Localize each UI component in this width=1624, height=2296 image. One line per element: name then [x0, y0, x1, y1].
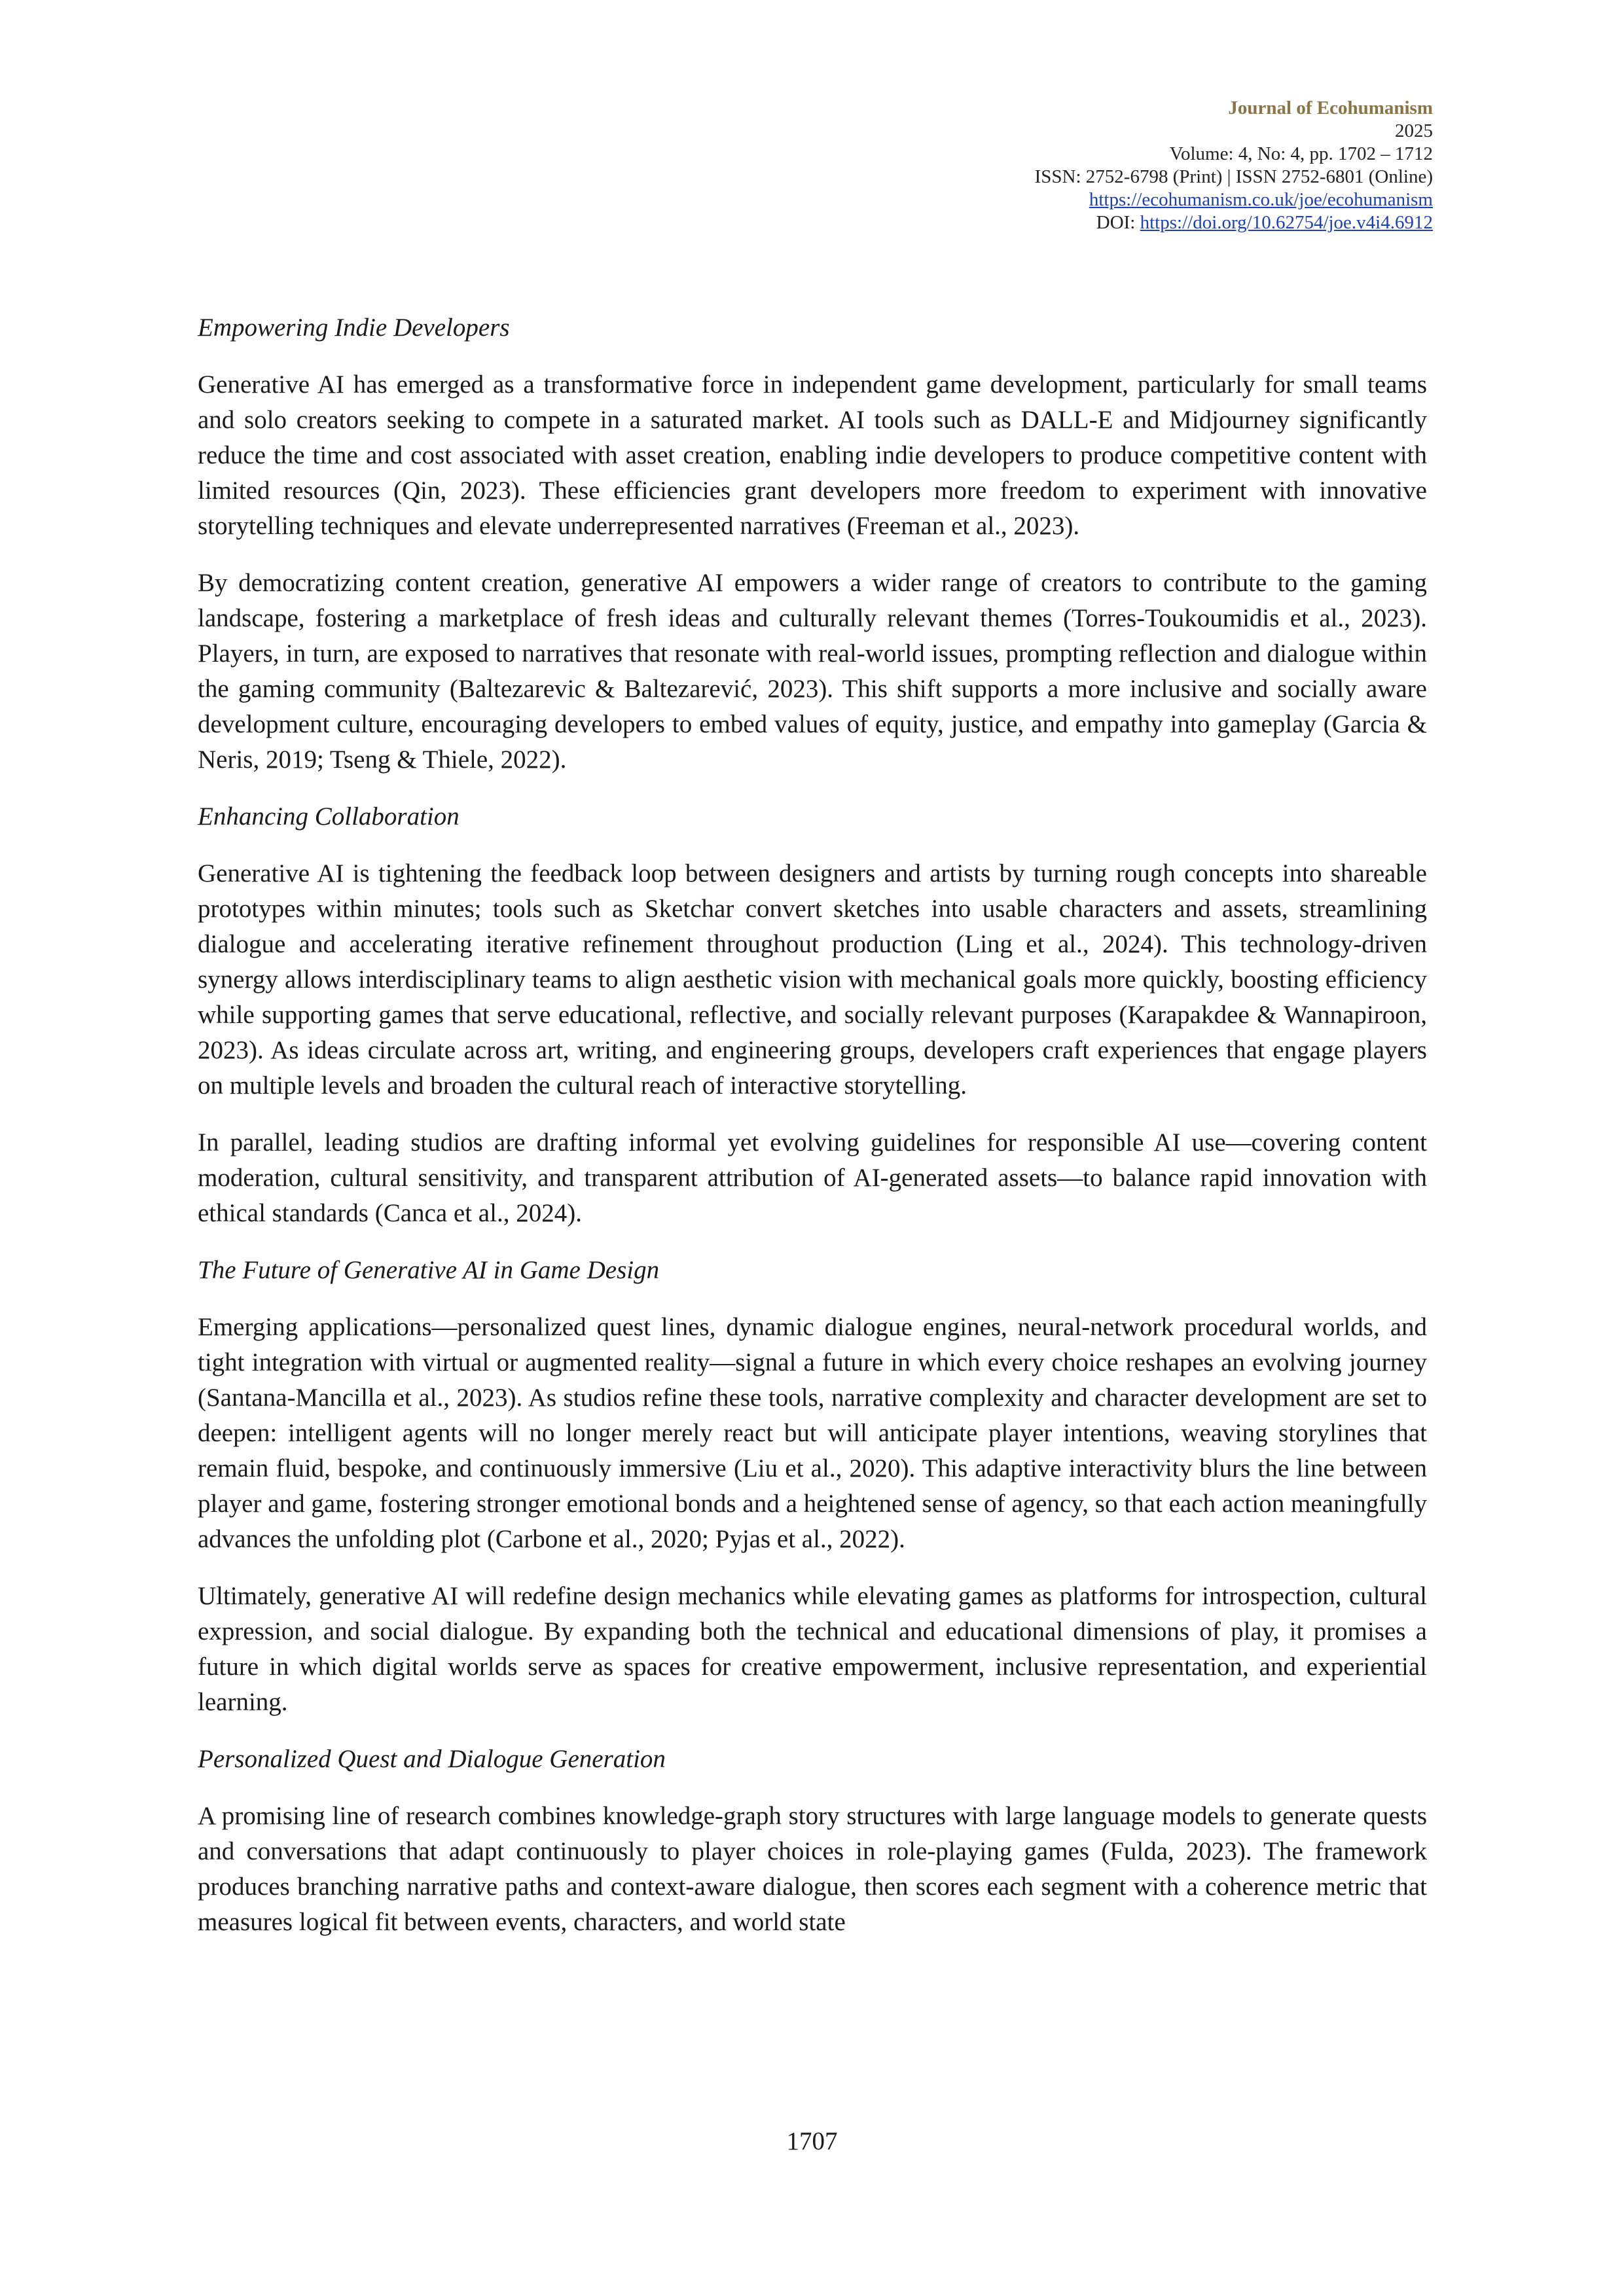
journal-name: Journal of Ecohumanism [1228, 98, 1433, 118]
paragraph: By democratizing content creation, generative AI empowers a wider range of creators to contribute to the gaming landscape, fostering a marketplace of fresh ideas and culturally relevant themes (Torres-Toukoumidis et al., 2023). Players, in turn, are exposed to narratives that resonate with real-world issues, prompting reflection and dialogue within the gaming community (Baltezarevic & Baltezarević, 2023). This shift supports a more inclusive and socially aware development culture, encouraging developers to embed values of equity, justice, and empathy into gameplay (Garcia & Neris, 2019; Tseng & Thiele, 2022). [198, 569, 1427, 774]
paragraph: A promising line of research combines knowledge-graph story structures with large language models to generate quests and conversations that adapt continuously to player choices in role-playing games (Fulda, 2023). The framework produces branching narrative paths and context-aware dialogue, then scores each segment with a coherence metric that measures logical fit between events, characters, and world state [198, 1802, 1427, 1936]
page-number: 1707 [786, 2127, 838, 2155]
paragraph: In parallel, leading studios are drafting informal yet evolving guidelines for responsible AI use—covering content moderation, cultural sensitivity, and transparent attribution of AI-generated assets—to balance rapid innovation with ethical standards (Canca et al., 2024). [198, 1128, 1427, 1227]
section-heading-quest-dialogue: Personalized Quest and Dialogue Generation [198, 1745, 666, 1773]
paragraph: Emerging applications—personalized quest lines, dynamic dialogue engines, neural-network procedural worlds, and tight integration with virtual or augmented reality—signal a future in which every choice reshapes an evolving journey (Santana-Mancilla et al., 2023). As studios refine these tools, narrative complexity and character development are set to deepen: intelligent agents will no longer merely react but will anticipate player intentions, weaving storylines that remain fluid, bespoke, and continuously immersive (Liu et al., 2020). This adaptive interactivity blurs the line between player and game, fostering stronger emotional bonds and a heightened sense of agency, so that each action meaningfully advances the unfolding plot (Carbone et al., 2020; Pyjas et al., 2022). [198, 1313, 1427, 1553]
article-body [198, 310, 1427, 1962]
doi-link[interactable]: https://doi.org/10.62754/joe.v4i4.6912 [1140, 212, 1433, 233]
journal-year: 2025 [1395, 120, 1433, 141]
section-heading-indie-developers: Empowering Indie Developers [198, 314, 510, 342]
journal-volume: Volume: 4, No: 4, pp. 1702 – 1712 [1169, 143, 1433, 164]
journal-issn: ISSN: 2752-6798 (Print) | ISSN 2752-6801 (Online) [1034, 166, 1433, 187]
paragraph: Generative AI is tightening the feedback loop between designers and artists by turning rough concepts into shareable prototypes within minutes; tools such as Sketchar convert sketches into usable characters and assets, streamlining dialogue and accelerating iterative refinement throughout production (Ling et al., 2024). This technology-driven synergy allows interdisciplinary teams to align aesthetic vision with mechanical goals more quickly, boosting efficiency while supporting games that serve educational, reflective, and socially relevant purposes (Karapakdee & Wannapiroon, 2023). As ideas circulate across art, writing, and engineering groups, developers craft experiences that engage players on multiple levels and broaden the cultural reach of interactive storytelling. [198, 859, 1427, 1100]
journal-header [1035, 97, 1433, 234]
doi-line [1035, 211, 1433, 234]
section-heading-collaboration: Enhancing Collaboration [198, 802, 460, 831]
paragraph: Generative AI has emerged as a transformative force in independent game development, particularly for small teams and solo creators seeking to compete in a saturated market. AI tools such as DALL-E and Midjourney significantly reduce the time and cost associated with asset creation, enabling indie developers to produce competitive content with limited resources (Qin, 2023). These efficiencies grant developers more freedom to experiment with innovative storytelling techniques and elevate underrepresented narratives (Freeman et al., 2023). [198, 370, 1427, 540]
section-heading-future: The Future of Generative AI in Game Design [198, 1256, 660, 1284]
paragraph: Ultimately, generative AI will redefine design mechanics while elevating games as platforms for introspection, cultural expression, and social dialogue. By expanding both the technical and educational dimensions of play, it promises a future in which digital worlds serve as spaces for creative empowerment, inclusive representation, and experiential learning. [198, 1582, 1427, 1716]
doi-label: DOI: [1096, 212, 1140, 233]
journal-url-link[interactable]: https://ecohumanism.co.uk/joe/ecohumanism [1089, 189, 1433, 210]
